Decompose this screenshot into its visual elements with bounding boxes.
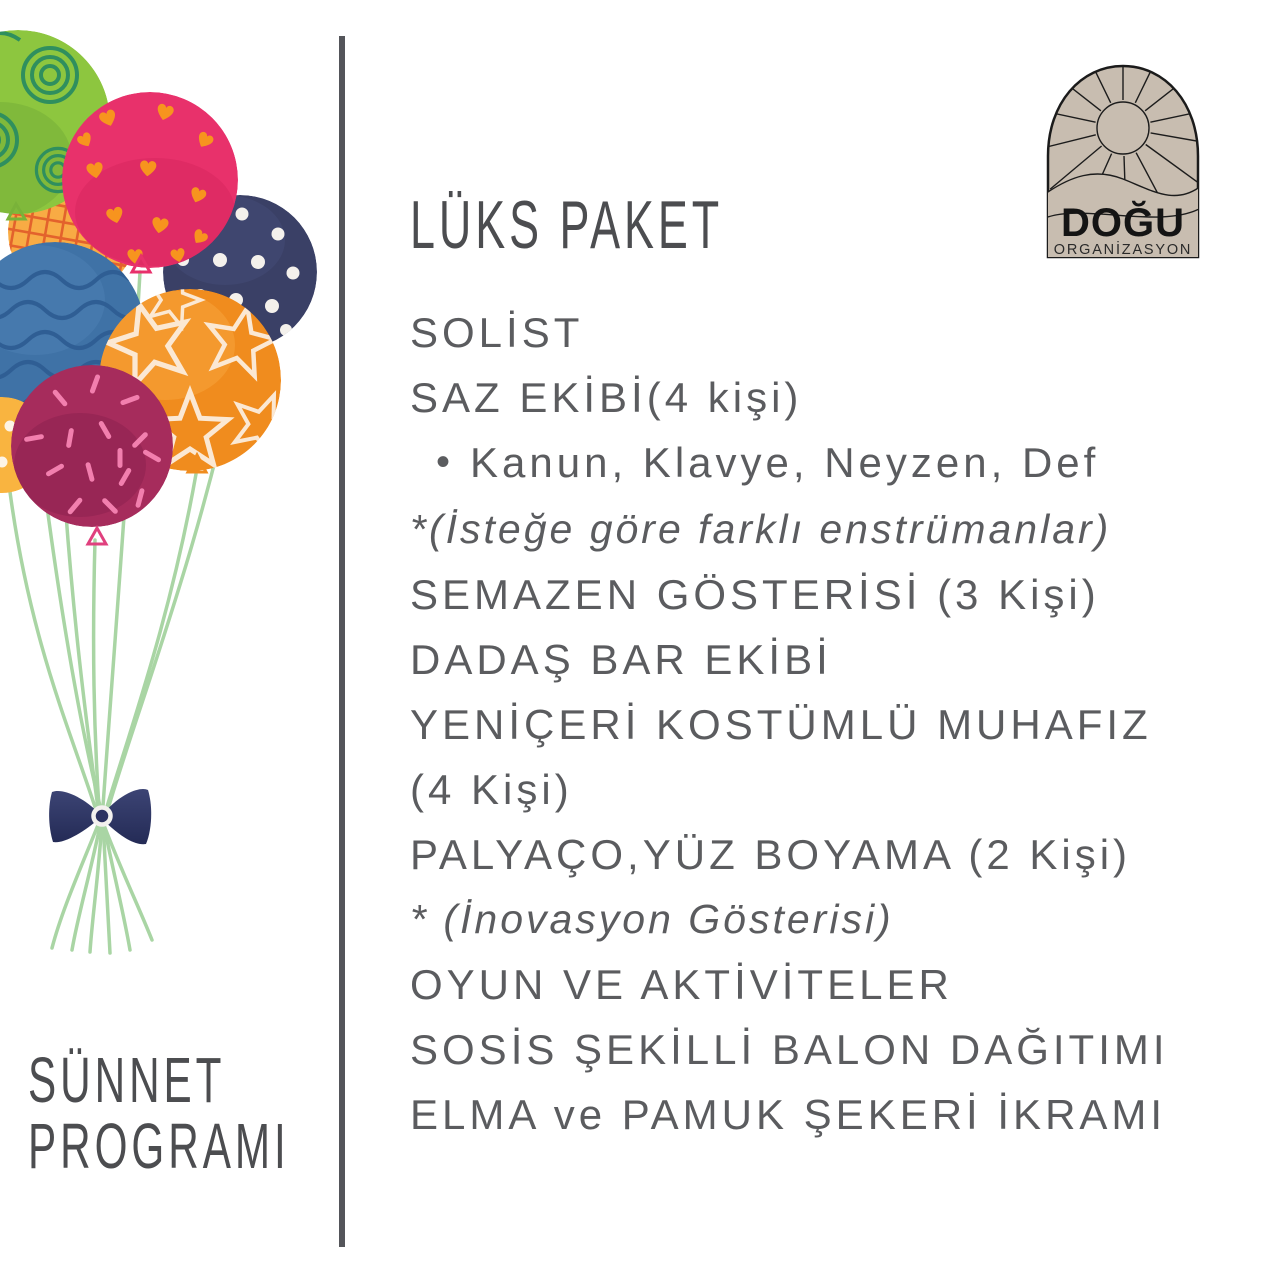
balloon-bouquet-illustration (0, 0, 350, 1000)
package-item-note: *(İsteğe göre farklı enstrümanlar) (410, 506, 1112, 552)
package-item (410, 430, 1200, 497)
dogu-logo (1043, 60, 1203, 262)
package-item: SOSİS ŞEKİLLİ BALON DAĞITIMI (410, 1026, 1169, 1073)
package-item: YENİÇERİ KOSTÜMLÜ MUHAFIZ (410, 701, 1152, 748)
logo-title: DOĞU (1061, 201, 1185, 245)
package-item-text: Kanun, Klavye, Neyzen, Def (470, 439, 1100, 486)
package-item: ELMA ve PAMUK ŞEKERİ İKRAMI (410, 1091, 1167, 1138)
package-title: LÜKS PAKET (410, 187, 724, 263)
package-item: SOLİST (410, 309, 584, 356)
package-item: OYUN VE AKTİVİTELER (410, 961, 953, 1008)
balloon-maroon-knot (88, 528, 106, 544)
event-caption (28, 1044, 290, 1182)
package-item: (4 Kişi) (410, 766, 573, 813)
event-caption-line2: PROGRAMI (28, 1110, 290, 1182)
package-item: PALYAÇO,YÜZ BOYAMA (2 Kişi) (410, 831, 1132, 878)
bullet-icon: • (436, 440, 455, 484)
package-item: SEMAZEN GÖSTERİSİ (3 Kişi) (410, 571, 1100, 618)
package-list (410, 300, 1200, 1147)
event-caption-line1: SÜNNET (28, 1044, 226, 1116)
balloon-maroon-sprinkles (11, 365, 173, 527)
balloon-pink-hearts (62, 92, 238, 268)
package-item: DADAŞ BAR EKİBİ (410, 636, 832, 683)
package-item: SAZ EKİBİ(4 kişi) (410, 374, 803, 421)
logo-subtitle: ORGANİZASYON (1053, 242, 1193, 258)
package-item-note: * (İnovasyon Gösterisi) (410, 896, 894, 942)
vertical-divider (339, 36, 345, 1247)
